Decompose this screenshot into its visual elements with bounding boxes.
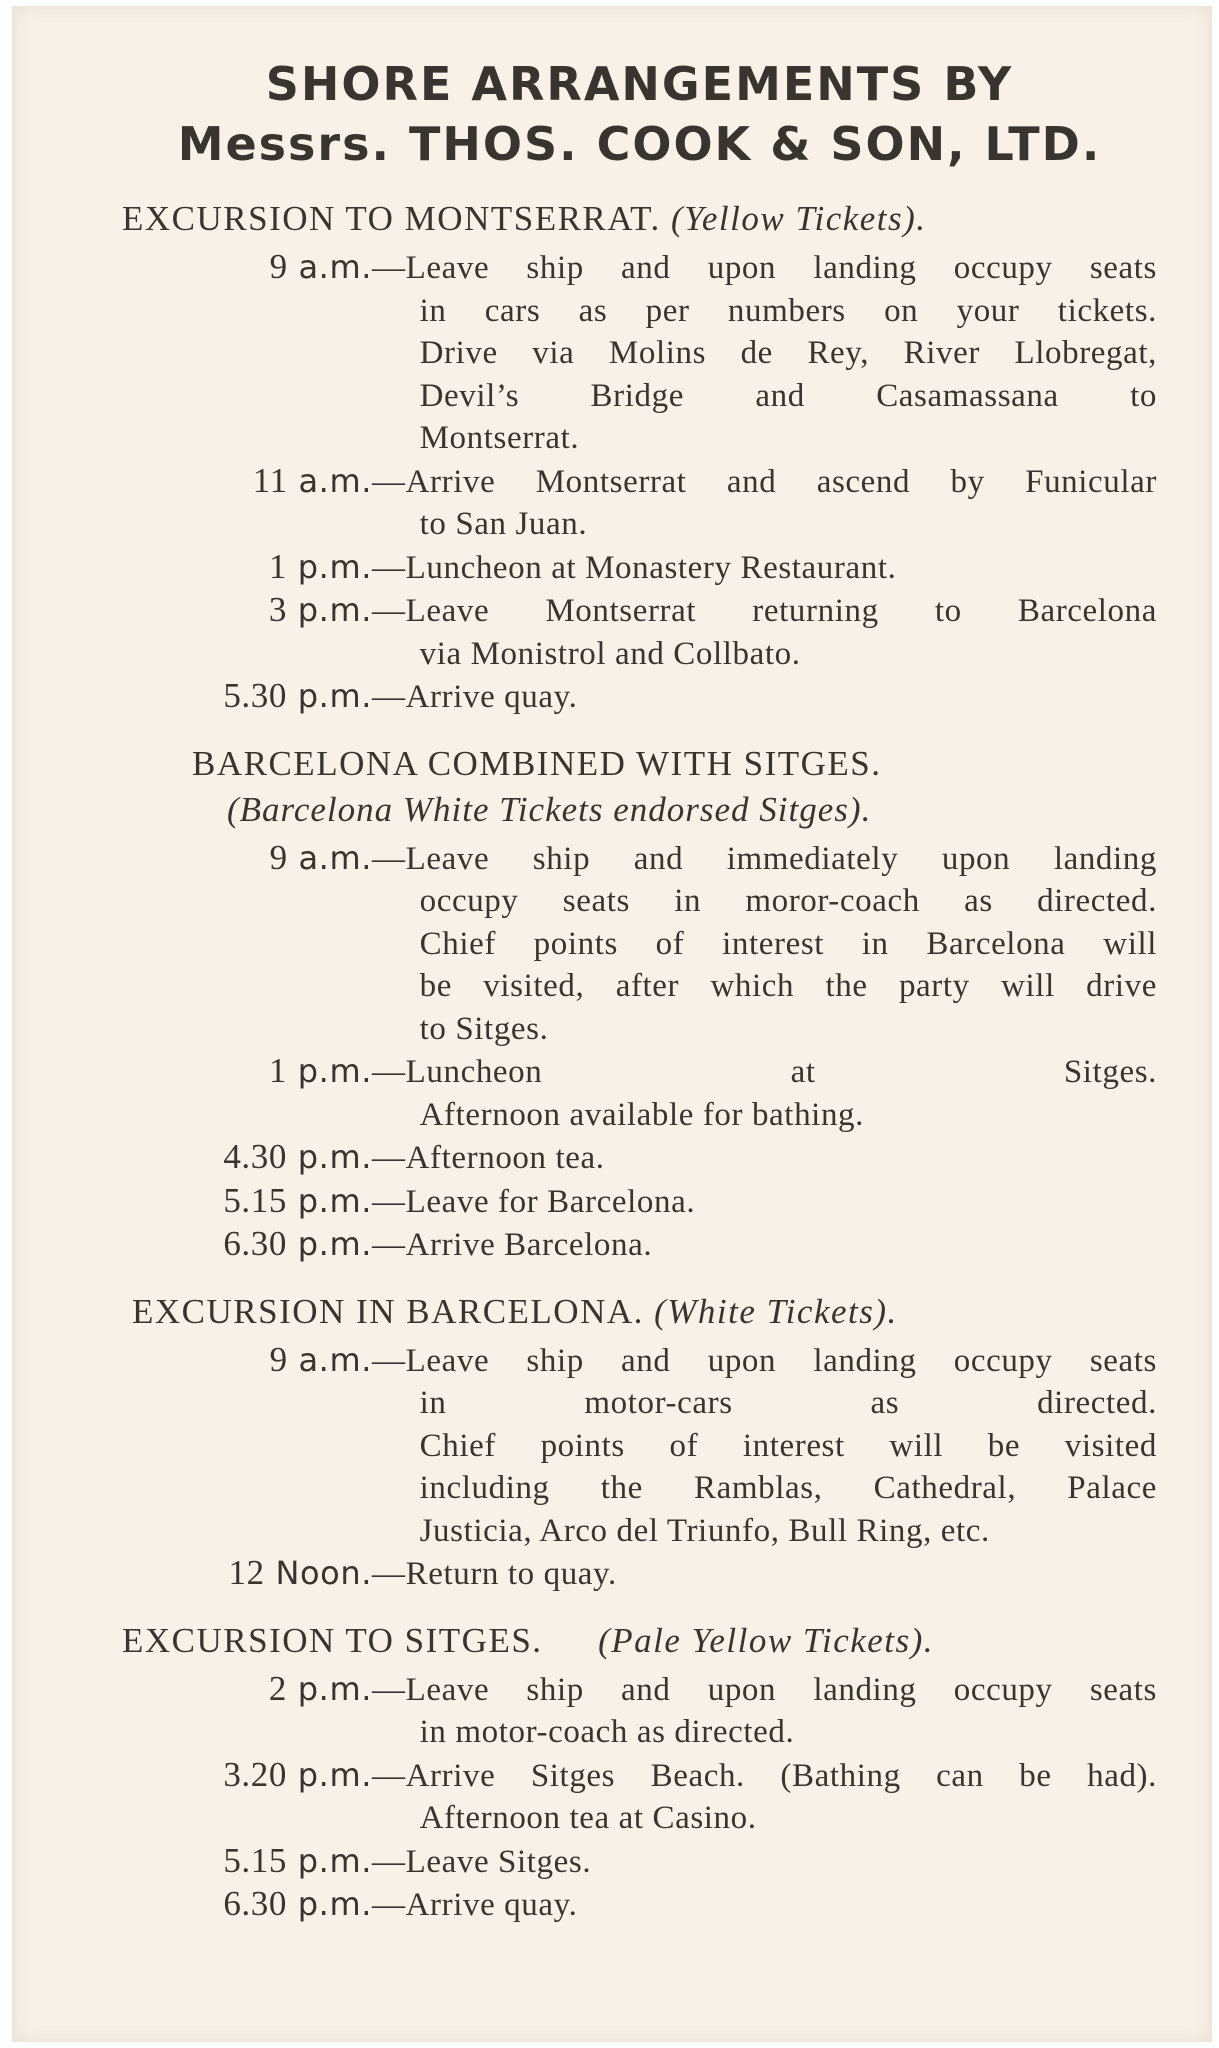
description-line: Arrive Barcelona. xyxy=(405,1227,653,1263)
description-line: Justicia, Arco del Triunfo, Bull Ring, etc. xyxy=(419,1512,990,1549)
description-line: Afternoon tea at Casino. xyxy=(419,1800,757,1836)
section-heading-text: BARCELONA COMBINED WITH SITGES. xyxy=(192,743,882,783)
entry-time xyxy=(122,1840,372,1883)
entry-time xyxy=(122,675,372,718)
time-unit: a.m. xyxy=(298,838,372,877)
schedule-entry xyxy=(122,1552,1157,1596)
time-unit: p.m. xyxy=(297,591,372,629)
time-number: 9 xyxy=(269,1339,288,1379)
entry-description xyxy=(406,1224,1157,1267)
section-heading xyxy=(122,741,1157,787)
excursion-section xyxy=(122,741,1157,1267)
time-number: 3.20 xyxy=(223,1754,287,1794)
time-number: 3 xyxy=(268,590,287,629)
description-line: occupy seats in moror-coach as directed. xyxy=(419,883,1157,919)
entry-description xyxy=(406,1340,1157,1553)
time-number: 5.30 xyxy=(223,676,287,715)
section-heading-text: EXCURSION TO MONTSERRAT. xyxy=(122,199,661,238)
em-dash-separator: — xyxy=(372,1227,406,1263)
description-line: Leave for Barcelona. xyxy=(405,1183,696,1220)
time-unit: p.m. xyxy=(297,1181,372,1220)
entry-description xyxy=(406,1884,1157,1927)
time-unit: a.m. xyxy=(298,248,372,286)
em-dash-separator: — xyxy=(372,1054,406,1090)
description-line: via Monistrol and Collbato. xyxy=(419,635,801,672)
time-number: 11 xyxy=(252,460,288,500)
entry-description xyxy=(406,547,1157,590)
entry-time xyxy=(122,1050,372,1093)
entry-time xyxy=(122,1754,372,1797)
description-line: in motor-cars as directed. xyxy=(419,1385,1157,1421)
schedule-entry xyxy=(122,1883,1157,1927)
description-line: to Sitges. xyxy=(419,1010,549,1047)
time-number: 1 xyxy=(268,546,287,586)
description-line: Luncheon at Monastery Restaurant. xyxy=(405,549,897,586)
entry-description xyxy=(406,1553,1157,1596)
time-unit: a.m. xyxy=(298,1340,372,1379)
entry-description xyxy=(406,461,1157,546)
time-unit: p.m. xyxy=(297,1885,372,1923)
schedule-entry xyxy=(122,1668,1157,1754)
time-number: 2 xyxy=(268,1668,287,1708)
entry-time xyxy=(122,1883,372,1926)
description-line: Arrive Sitges Beach. (Bathing can be had). xyxy=(405,1757,1157,1794)
time-unit: p.m. xyxy=(297,677,372,715)
entry-time xyxy=(122,837,372,880)
description-line: Leave ship and upon landing occupy seats xyxy=(405,1671,1157,1708)
document-content xyxy=(122,54,1157,1927)
description-line: Leave Sitges. xyxy=(405,1843,592,1880)
description-line: Afternoon available for bathing. xyxy=(419,1096,864,1133)
excursion-section xyxy=(122,1618,1157,1927)
description-line: Leave ship and immediately upon landing xyxy=(405,840,1157,877)
description-line: Leave ship and upon landing occupy seats xyxy=(405,250,1157,286)
document-page xyxy=(12,6,1212,2042)
schedule-entry xyxy=(122,589,1157,675)
time-number: 12 xyxy=(228,1553,265,1592)
entry-description xyxy=(406,1181,1157,1224)
schedule-entry xyxy=(122,675,1157,719)
time-unit: a.m. xyxy=(298,461,372,500)
time-number: 4.30 xyxy=(223,1137,287,1176)
excursion-section xyxy=(122,196,1157,719)
schedule-entry xyxy=(122,1754,1157,1840)
entry-description xyxy=(406,1051,1157,1136)
description-line: Arrive quay. xyxy=(405,1887,578,1923)
description-line: Drive via Molins de Rey, River Llobregat, xyxy=(419,335,1157,371)
schedule-entry xyxy=(122,837,1157,1051)
entry-time xyxy=(122,1136,372,1179)
entry-time xyxy=(122,1180,372,1223)
entry-time xyxy=(122,1223,372,1266)
description-line: Arrive Montserrat and ascend by Funicular xyxy=(405,463,1157,500)
schedule-entry xyxy=(122,1136,1157,1180)
excursion-section xyxy=(122,1289,1157,1596)
description-line: Luncheon at Sitges. xyxy=(405,1054,1157,1090)
entry-description xyxy=(406,1841,1157,1884)
section-heading xyxy=(122,196,1157,242)
ticket-note: (Yellow Tickets). xyxy=(670,199,927,238)
time-number: 9 xyxy=(269,837,288,877)
time-number: 6.30 xyxy=(223,1224,287,1263)
section-heading-text: EXCURSION IN BARCELONA. xyxy=(132,1291,644,1331)
em-dash-separator: — xyxy=(372,1887,406,1923)
entry-time xyxy=(122,246,372,289)
time-unit: p.m. xyxy=(297,1138,372,1176)
schedule-entry xyxy=(122,1223,1157,1267)
em-dash-separator: — xyxy=(372,250,406,286)
description-line: Devil’s Bridge and Casamassana to xyxy=(419,377,1157,414)
ticket-note: (White Tickets). xyxy=(654,1291,898,1331)
ticket-note: (Barcelona White Tickets endorsed Sitges). xyxy=(227,789,872,829)
time-unit: p.m. xyxy=(297,1225,372,1263)
time-number: 1 xyxy=(268,1051,287,1090)
description-line: in motor-coach as directed. xyxy=(419,1714,795,1750)
section-heading-text: EXCURSION TO SITGES. xyxy=(122,1620,543,1660)
em-dash-separator: — xyxy=(372,840,406,877)
description-line: in cars as per numbers on your tickets. xyxy=(419,292,1157,329)
schedule-entry xyxy=(122,1840,1157,1884)
em-dash-separator: — xyxy=(372,593,406,629)
itinerary-sections xyxy=(122,196,1157,1927)
time-number: 9 xyxy=(269,247,288,286)
section-heading xyxy=(122,1289,1157,1335)
section-heading xyxy=(122,1618,1157,1664)
entry-time xyxy=(122,546,372,589)
entry-time xyxy=(122,460,372,503)
schedule-entry xyxy=(122,1050,1157,1136)
description-line: including the Ramblas, Cathedral, Palace xyxy=(419,1470,1157,1506)
schedule-entry xyxy=(122,246,1157,460)
description-line: Afternoon tea. xyxy=(405,1140,605,1176)
time-unit: p.m. xyxy=(297,1841,372,1880)
title-line-2: Messrs. THOS. COOK & SON, LTD. xyxy=(177,117,1102,171)
entry-description xyxy=(406,676,1157,719)
description-line: be visited, after which the party will drive xyxy=(419,968,1157,1004)
page-title xyxy=(122,54,1157,174)
em-dash-separator: — xyxy=(372,1757,406,1794)
em-dash-separator: — xyxy=(372,463,406,500)
time-unit: p.m. xyxy=(297,1755,372,1794)
schedule-entry xyxy=(122,460,1157,546)
entry-description xyxy=(406,1137,1157,1180)
time-unit: p.m. xyxy=(297,547,372,586)
description-line: Chief points of interest in Barcelona will xyxy=(419,925,1157,962)
schedule-entry xyxy=(122,1180,1157,1224)
entry-time xyxy=(122,1339,372,1382)
em-dash-separator: — xyxy=(372,1342,406,1379)
schedule-entry xyxy=(122,1339,1157,1553)
description-line: Leave Montserrat returning to Barcelona xyxy=(405,593,1157,629)
em-dash-separator: — xyxy=(372,1671,406,1708)
entry-description xyxy=(406,590,1157,675)
em-dash-separator: — xyxy=(372,1843,406,1880)
description-line: Arrive quay. xyxy=(405,679,578,715)
entry-description xyxy=(406,1669,1157,1754)
em-dash-separator: — xyxy=(372,549,406,586)
ticket-note: (Pale Yellow Tickets). xyxy=(598,1620,935,1660)
time-number: 6.30 xyxy=(223,1884,287,1923)
em-dash-separator: — xyxy=(372,1556,406,1592)
time-unit: Noon. xyxy=(275,1554,372,1592)
description-line: Montserrat. xyxy=(419,420,580,456)
em-dash-separator: — xyxy=(372,1183,406,1220)
entry-description xyxy=(406,1755,1157,1840)
time-unit: p.m. xyxy=(297,1052,372,1090)
time-number: 5.15 xyxy=(223,1180,287,1220)
description-line: to San Juan. xyxy=(419,506,588,542)
entry-time xyxy=(122,1552,372,1595)
entry-time xyxy=(122,589,372,632)
entry-time xyxy=(122,1668,372,1711)
description-line: Return to quay. xyxy=(405,1556,617,1592)
schedule-entry xyxy=(122,546,1157,590)
time-number: 5.15 xyxy=(223,1840,287,1880)
entry-description xyxy=(406,247,1157,460)
description-line: Leave ship and upon landing occupy seats xyxy=(405,1342,1157,1379)
time-unit: p.m. xyxy=(297,1669,372,1708)
title-line-1: SHORE ARRANGEMENTS BY xyxy=(265,57,1014,111)
description-line: Chief points of interest will be visited xyxy=(419,1427,1157,1464)
em-dash-separator: — xyxy=(372,679,406,715)
em-dash-separator: — xyxy=(372,1140,406,1176)
entry-description xyxy=(406,838,1157,1051)
